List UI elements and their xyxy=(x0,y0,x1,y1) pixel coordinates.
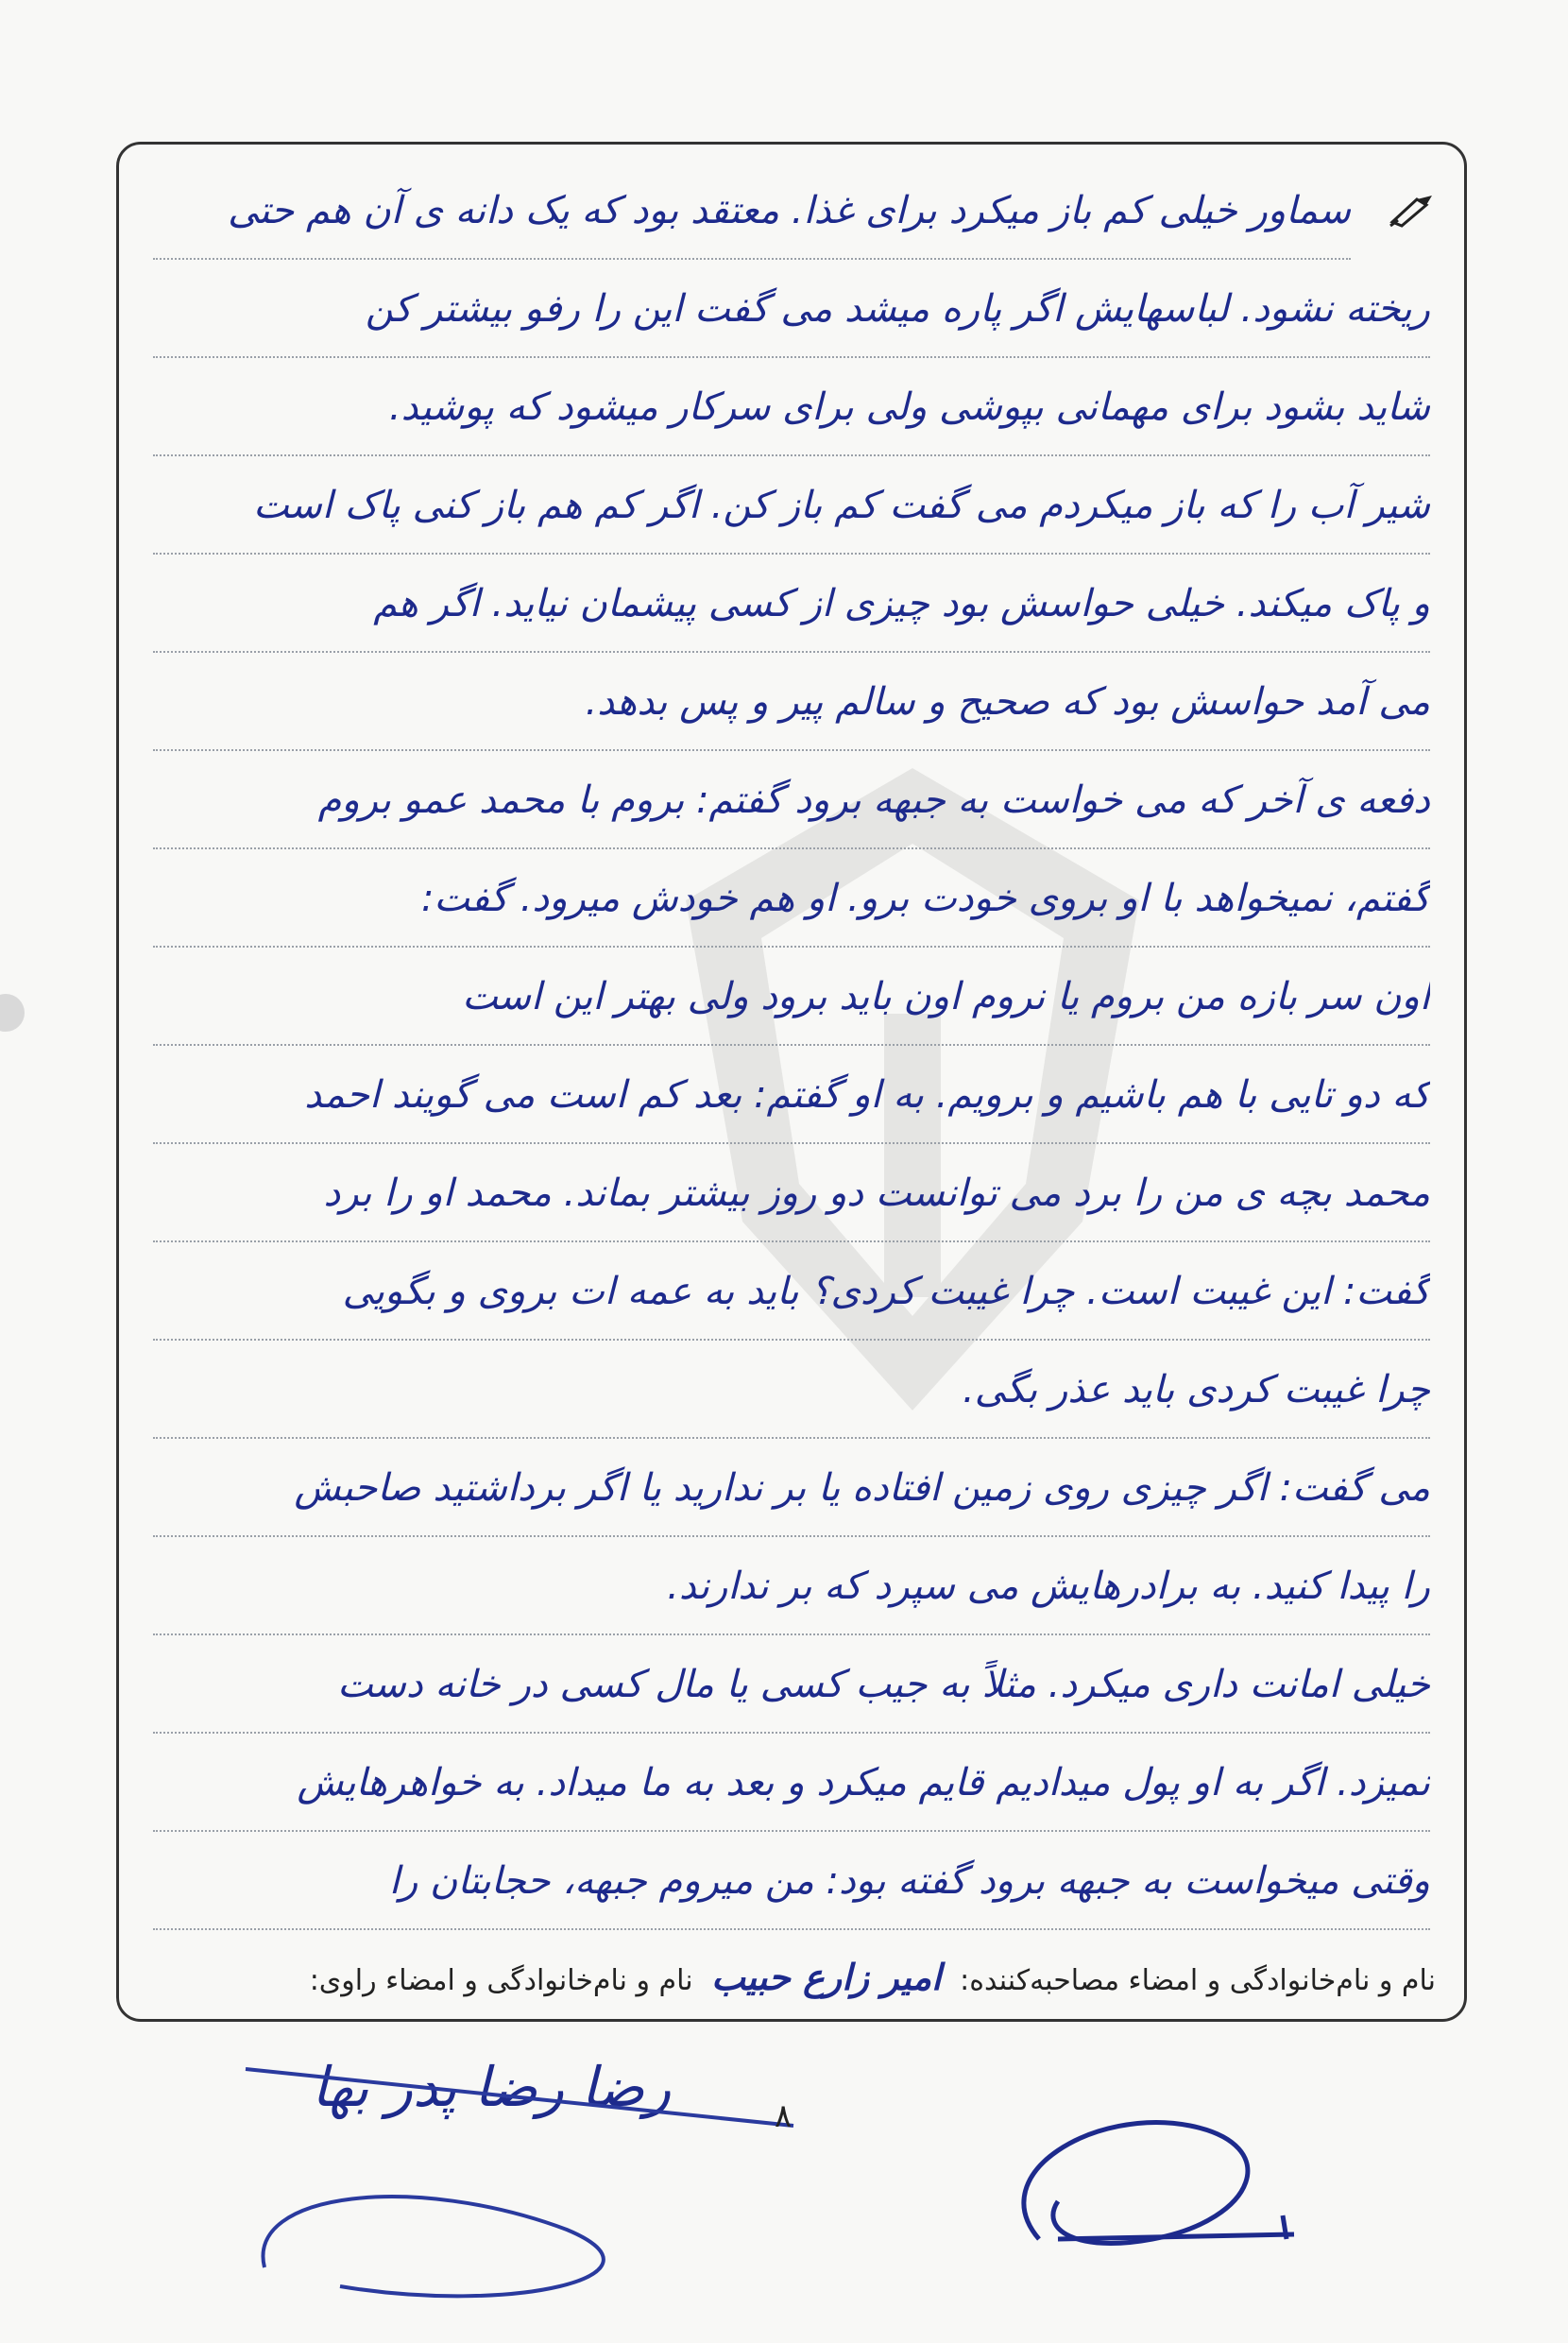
narrator-signature: رضا رضا پدر بها xyxy=(312,2055,672,2119)
text-line: را پیدا کنید. به برادرهایش می سپرد که بر ندارند. xyxy=(153,1539,1430,1635)
text-line: اون سر بازه من بروم یا نروم اون باید برود ولی بهتر این است xyxy=(153,949,1430,1046)
text-line: گفت: این غیبت است. چرا غیبت کردی؟ باید به عمه ات بروی و بگویی xyxy=(153,1244,1430,1341)
text-line: نمیزد. اگر به او پول میدادیم قایم میکرد و بعد به ما میداد. به خواهرهایش xyxy=(153,1736,1430,1832)
text-line: خیلی امانت داری میکرد. مثلاً به جیب کسی یا مال کسی در خانه دست xyxy=(153,1637,1430,1734)
text-line: چرا غیبت کردی باید عذر بگی. xyxy=(153,1343,1430,1439)
text-line: شاید بشود برای مهمانی بپوشی ولی برای سرکار میشود که پوشید. xyxy=(153,360,1430,456)
text-line: ریخته نشود. لباسهایش اگر پاره میشد می گفت این را رفو بیشتر کن xyxy=(153,262,1430,358)
punch-hole xyxy=(0,994,25,1032)
text-line: که دو تایی با هم باشیم و برویم. به او گفتم: بعد کم است می گویند احمد xyxy=(153,1048,1430,1144)
text-line: شیر آب را که باز میکردم می گفت کم باز کن. اگر کم هم باز کنی پاک است xyxy=(153,458,1430,555)
signature-footer xyxy=(147,1957,1436,1998)
text-line: می گفت: اگر چیزی روی زمین افتاده یا بر ندارید یا اگر برداشتید صاحبش xyxy=(153,1441,1430,1537)
interviewer-label: نام و نام‌خانوادگی و امضاء مصاحبه‌کننده: xyxy=(960,1964,1436,1997)
interviewer-signature-scribble-icon xyxy=(982,2097,1322,2267)
narrator-label: نام و نام‌خانوادگی و امضاء راوی: xyxy=(309,1964,693,1997)
writing-frame xyxy=(116,142,1467,2022)
text-line: دفعه ی آخر که می خواست به جبهه برود گفتم: بروم با محمد عمو بروم xyxy=(153,753,1430,849)
text-line: می آمد حواسش بود که صحیح و سالم پیر و پس بدهد. xyxy=(153,655,1430,751)
text-line: سماور خیلی کم باز میکرد برای غذا. معتقد بود که یک دانه ی آن هم حتی xyxy=(153,163,1351,260)
text-line: و پاک میکند. خیلی حواسش بود چیزی از کسی پیشمان نیاید. اگر هم xyxy=(153,556,1430,653)
page-number: ۸ xyxy=(775,2097,793,2135)
text-line: وقتی میخواست به جبهه برود گفته بود: من میروم جبهه، حجابتان را xyxy=(153,1834,1430,1930)
handwritten-lines xyxy=(119,145,1464,2019)
text-line: محمد بچه ی من را برد می توانست دو روز بیشتر بماند. محمد او را برد xyxy=(153,1146,1430,1242)
interviewer-name: امیر زارع حبیب xyxy=(711,1957,942,1998)
narrator-signature-scribble-icon xyxy=(227,2031,812,2315)
text-line: گفتم، نمیخواهد با او بروی خودت برو. او هم خودش میرود. گفت: xyxy=(153,851,1430,948)
